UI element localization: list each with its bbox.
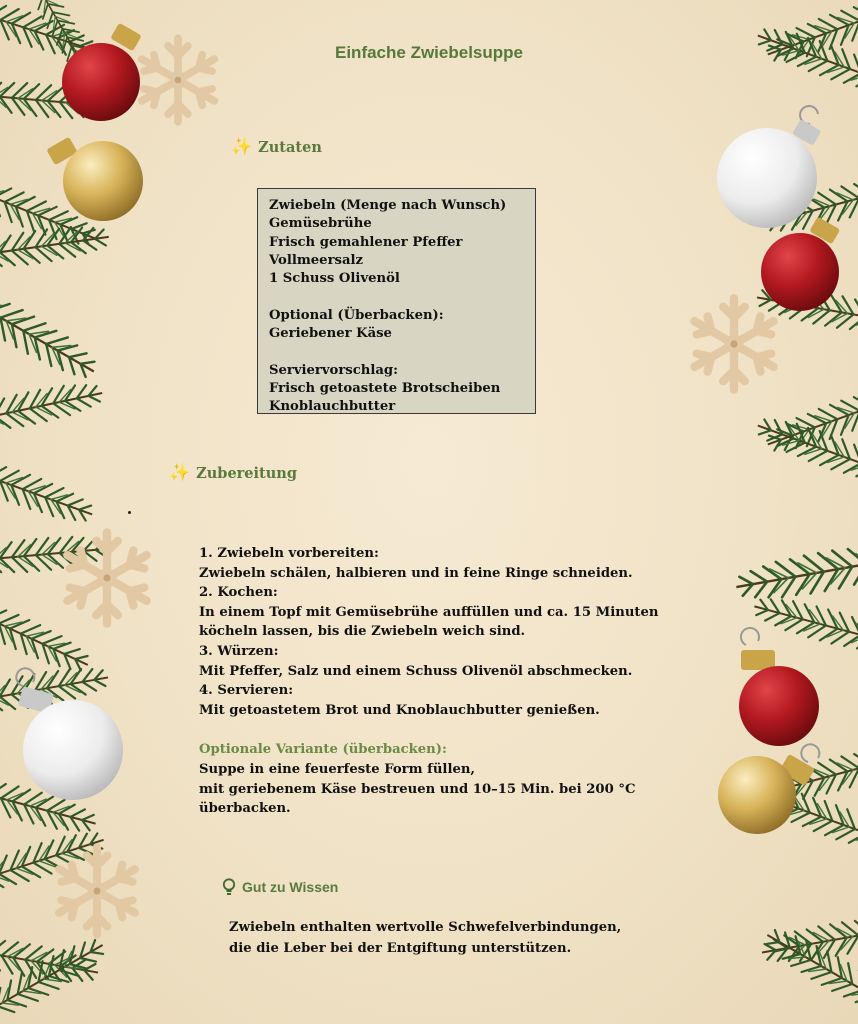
tip-heading: [222, 878, 338, 896]
lightbulb-icon: [222, 878, 236, 896]
step-title: 3. Würzen:: [199, 643, 279, 659]
tip-line: Zwiebeln enthalten wertvolle Schwefelverbindungen,: [229, 920, 622, 935]
ingredient-item: Frisch gemahlener Pfeffer: [269, 234, 463, 250]
variant-text: Suppe in eine feuerfeste Form füllen,: [199, 761, 476, 777]
step-text: köcheln lassen, bis die Zwiebeln weich sind.: [199, 624, 526, 640]
ingredients-heading: [231, 139, 322, 156]
ingredient-item: Vollmeersalz: [269, 252, 363, 268]
ornament-red-top-left: [62, 23, 142, 121]
preparation-heading: [169, 465, 297, 482]
step-text: Zwiebeln schälen, halbieren und in feine Ringe schneiden.: [199, 565, 633, 581]
ornament-gold-left: [46, 137, 143, 221]
preparation-heading-label: Zubereitung: [196, 465, 297, 482]
optional-label: Optional (Überbacken):: [269, 307, 444, 323]
ingredients-box: [257, 188, 536, 414]
sparkles-icon: ✨: [169, 463, 191, 483]
snowflake-icon: [694, 298, 773, 389]
step-text: In einem Topf mit Gemüsebrühe auffüllen und ca. 15 Minuten: [199, 604, 659, 620]
step-text: Mit getoastetem Brot und Knoblauchbutter genießen.: [199, 702, 600, 718]
step-text: Mit Pfeffer, Salz und einem Schuss Olivenöl abschmecken.: [199, 663, 633, 679]
serving-label: Serviervorschlag:: [269, 362, 398, 378]
ornament-gold-right: [718, 744, 819, 834]
ingredients-heading-label: Zutaten: [258, 139, 322, 156]
sparkles-icon: ✨: [231, 137, 253, 157]
serving-item: Frisch getoastete Brotscheiben: [269, 380, 501, 396]
ornament-red-right: [761, 217, 840, 311]
ornament-white-right: [717, 106, 821, 228]
step-title: 4. Servieren:: [199, 683, 294, 699]
optional-item: Geriebener Käse: [269, 326, 392, 342]
variant-text: mit geriebenem Käse bestreuen und 10–15 Min. bei 200 °C: [199, 781, 636, 797]
preparation-steps: [199, 544, 699, 819]
page-title: Einfache Zwiebelsuppe: [335, 43, 523, 62]
variant-heading: Optionale Variante (überbacken):: [199, 742, 447, 758]
step-title: 2. Kochen:: [199, 585, 278, 601]
snowflake-icon: [67, 532, 146, 623]
tip-line: die die Leber bei der Entgiftung unterstützen.: [229, 941, 572, 956]
ingredient-item: Gemüsebrühe: [269, 216, 372, 232]
tip-text: [229, 917, 621, 959]
tip-heading-label: Gut zu Wissen: [242, 879, 339, 895]
step-title: 1. Zwiebeln vorbereiten:: [199, 546, 379, 561]
ingredient-item: Zwiebeln (Menge nach Wunsch): [269, 198, 507, 213]
ornament-red-right-lower: [739, 628, 819, 746]
snowflake-icon: [59, 847, 135, 934]
stray-dot: [128, 511, 131, 514]
serving-item: Knoblauchbutter: [269, 399, 396, 415]
ingredient-item: 1 Schuss Olivenöl: [269, 271, 400, 287]
variant-text: überbacken.: [199, 801, 291, 817]
